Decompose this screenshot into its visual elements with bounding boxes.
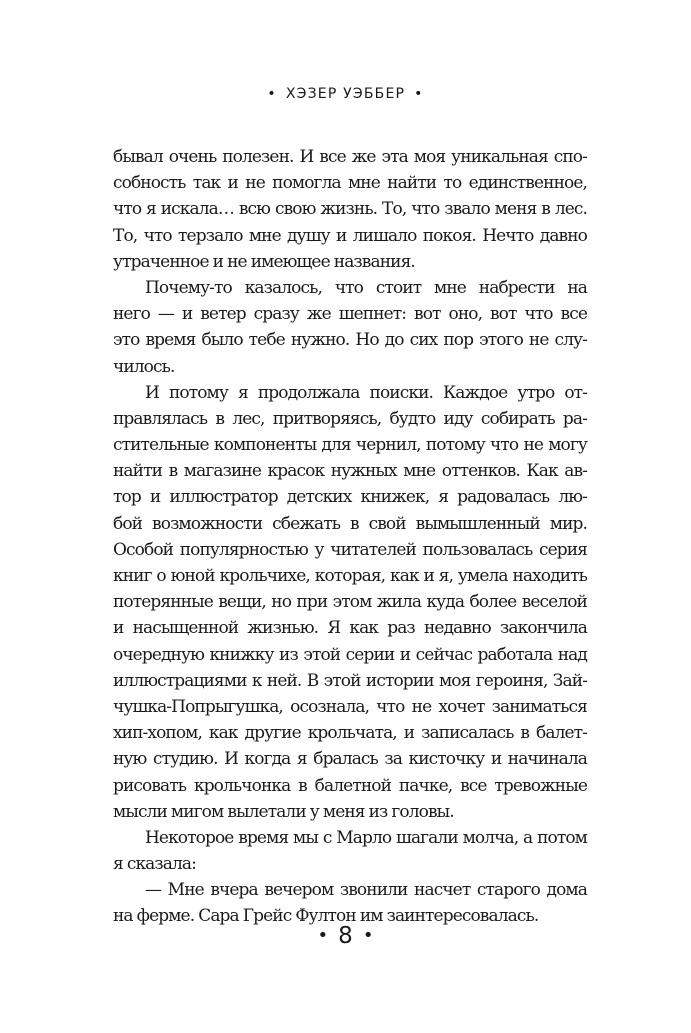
body-text [113,144,587,930]
text-line: тор и иллюстратор детских книжек, я радовалась лю- [113,487,587,508]
text-line: что я искала… всю свою жизнь. То, что звало меня в лес. [113,199,587,220]
paragraph-first-line: Некоторое время мы с Марло шагали молча, а потом [145,827,587,848]
text-line: бывал очень полезен. И все же эта моя уникальная спо- [113,147,587,167]
text-line: я сказала: [113,854,196,875]
running-head-bullet-left: • [267,86,277,102]
text-line: ную студию. И когда я бралась за кисточку и начинала [113,749,587,770]
text-line: утраченное и не имеющее названия. [113,251,415,272]
text-line: книг о юной крольчихе, которая, как и я, умела находить [113,566,587,586]
text-line: и насыщенной жизнью. Я как раз недавно закончила [113,618,587,639]
text-line: чилось. [113,356,175,377]
text-line: это время было тебе нужно. Но до сих пор этого не слу- [113,330,587,351]
paragraph-first-line: Почему-то казалось, что стоит мне набрести на [145,277,587,298]
text-line: хип-хопом, как другие крольчата, и записалась в балет- [113,723,587,744]
running-head-bullet-right: • [414,86,424,102]
text-line: потерянные вещи, но при этом жила куда более веселой [113,592,587,613]
text-line: собность так и не помогла мне найти то единственное, [113,173,587,194]
text-line: стительные компоненты для чернил, потому что не могу [113,435,587,456]
text-line: найти в магазине красок нужных мне оттенков. Как ав- [113,461,587,482]
text-line: мысли мигом вылетали у меня из головы. [113,801,454,822]
dialogue-line: — Мне вчера вечером звонили насчет старого дома [145,880,587,901]
folio-bullet-left: • [317,925,329,946]
text-line: правлялась в лес, притворяясь, будто иду собирать ра- [113,408,587,429]
text-line: очередную книжку из этой серии и сейчас работала над [113,644,587,665]
folio-bullet-right: • [362,925,374,946]
running-head-author: ХЭЗЕР УЭББЕР [285,86,406,102]
page-number-footer [0,920,691,952]
text-line: То, что терзало мне душу и лишало покоя. Нечто давно [113,225,587,246]
text-line: Особой популярностью у читателей пользовалась серия [113,539,587,560]
text-line: на ферме. Сара Грейс Фултон им заинтересовалась. [113,906,539,927]
text-line: бой возможности сбежать в свой вымышленный мир. [113,513,587,534]
text-line: рисовать крольчонка в балетной пачке, все тревожные [113,775,587,796]
paragraph-first-line: И потому я продолжала поиски. Каждое утро от- [145,382,587,403]
text-line: чушка-Попрыгушка, осознала, что не хочет заниматься [113,696,587,717]
running-head [0,84,691,104]
text-line: иллюстрациями к ней. В этой истории моя героиня, Зай- [113,670,587,691]
page-number: 8 [338,923,353,949]
text-line: него — и ветер сразу же шепнет: вот оно, вот что все [113,304,587,325]
